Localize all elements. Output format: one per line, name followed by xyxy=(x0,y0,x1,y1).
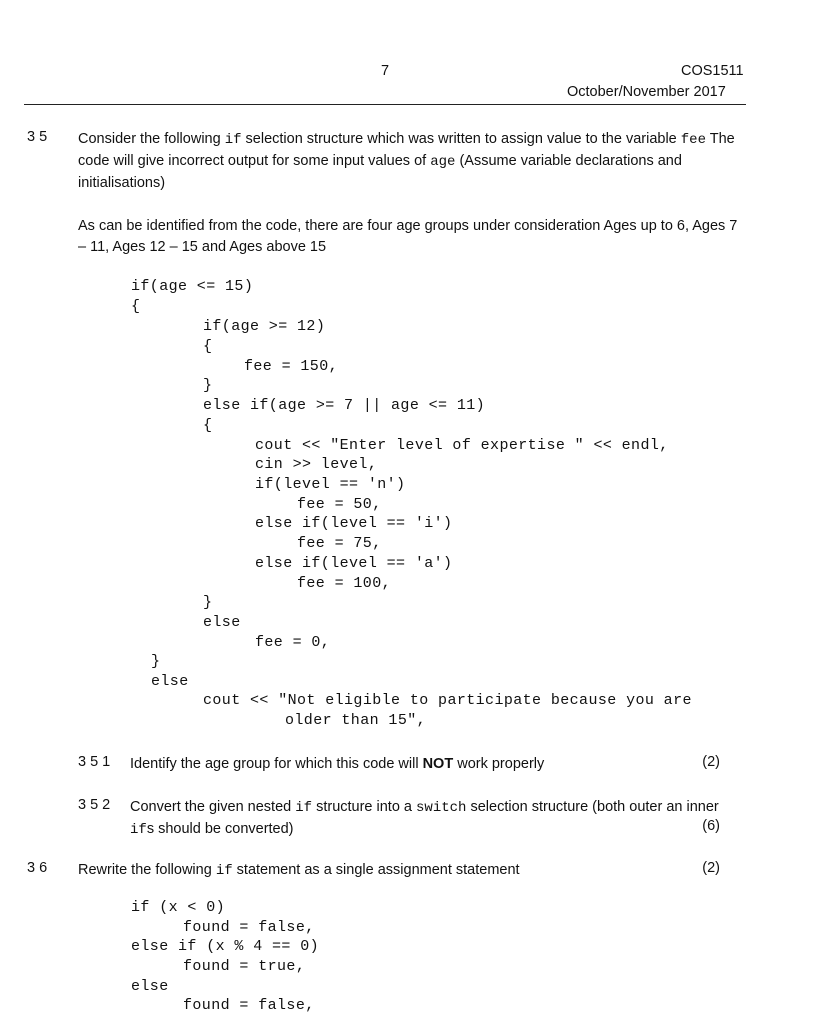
question-3-6-marks: (2) xyxy=(702,860,720,876)
code-line: if(level == 'n') xyxy=(255,476,406,493)
code-line: cout << "Enter level of expertise " << endl, xyxy=(255,437,669,454)
question-3-5-intro xyxy=(78,129,746,194)
text-run: statement as a single assignment statement xyxy=(232,862,520,878)
page-number: 7 xyxy=(381,63,390,79)
code-line: fee = 0, xyxy=(255,634,331,651)
code-line: else if(age >= 7 || age <= 11) xyxy=(203,397,486,414)
question-3-5-1-text xyxy=(130,754,670,775)
code-line: found = false, xyxy=(183,919,315,936)
code-line: if (x < 0) xyxy=(131,899,226,916)
inline-code: age xyxy=(430,154,456,170)
emphasis: NOT xyxy=(422,756,454,772)
code-line: fee = 50, xyxy=(297,496,382,513)
code-line: else xyxy=(203,614,241,631)
code-line: fee = 150, xyxy=(244,358,339,375)
question-3-5-1-number: 3 5 1 xyxy=(78,754,111,770)
question-3-5-2-marks: (6) xyxy=(702,818,720,834)
text-run: Consider the following xyxy=(78,131,225,147)
code-line: } xyxy=(203,594,213,611)
code-line: { xyxy=(203,417,213,434)
code-line: older than 15", xyxy=(285,712,427,729)
text-run: Identify the age group for which this code will xyxy=(130,756,423,772)
inline-code: fee xyxy=(680,132,706,148)
inline-code: if xyxy=(295,800,313,816)
question-3-5-2-number: 3 5 2 xyxy=(78,797,111,813)
inline-code: if xyxy=(224,132,242,148)
inline-code: switch xyxy=(416,800,467,816)
code-line: found = true, xyxy=(183,958,306,975)
code-line: fee = 75, xyxy=(297,535,382,552)
code-line: } xyxy=(203,377,213,394)
code-line: { xyxy=(131,298,141,315)
code-line: cin >> level, xyxy=(255,456,378,473)
question-3-5-1-marks: (2) xyxy=(702,754,720,770)
text-run: The code will give incorrect output for some input values of xyxy=(78,131,735,169)
code-line: found = false, xyxy=(183,997,315,1014)
text-run: s should be converted) xyxy=(146,821,294,837)
code-line: else if(level == 'i') xyxy=(255,515,453,532)
code-line: { xyxy=(203,338,213,355)
age-groups-text: As can be identified from the code, there are four age groups under consideration Ages up to 6, Ages 7 – 11, Ages 12 – 15 and Ages above 15 xyxy=(78,218,738,255)
text-run: (Assume variable declarations and initialisations) xyxy=(78,153,682,191)
inline-code: if xyxy=(130,822,147,838)
code-line: else xyxy=(151,673,189,690)
text-run: selection structure which was written to assign value to the variable xyxy=(241,131,681,147)
exam-session: October/November 2017 xyxy=(567,84,726,100)
text-run: work properly xyxy=(453,756,545,772)
text-run: structure into a xyxy=(312,799,417,815)
question-3-5-number: 3 5 xyxy=(27,129,48,145)
code-line: else if (x % 4 == 0) xyxy=(131,938,320,955)
header-rule xyxy=(24,104,746,105)
inline-code: if xyxy=(215,863,233,879)
code-line: if(age <= 15) xyxy=(131,278,254,295)
question-3-5-2-text xyxy=(130,797,738,841)
text-run: Convert the given nested xyxy=(130,799,296,815)
code-line: else xyxy=(131,978,169,995)
text-run: selection structure (both outer an inner xyxy=(466,799,719,815)
code-line: fee = 100, xyxy=(297,575,392,592)
text-run: Rewrite the following xyxy=(78,862,216,878)
code-line: else if(level == 'a') xyxy=(255,555,453,572)
code-line: if(age >= 12) xyxy=(203,318,326,335)
question-3-6-number: 3 6 xyxy=(27,860,48,876)
code-line: } xyxy=(151,653,161,670)
question-3-6-text xyxy=(78,860,638,882)
course-code: COS1511 xyxy=(681,63,744,79)
code-line: cout << "Not eligible to participate because you are xyxy=(203,692,692,709)
